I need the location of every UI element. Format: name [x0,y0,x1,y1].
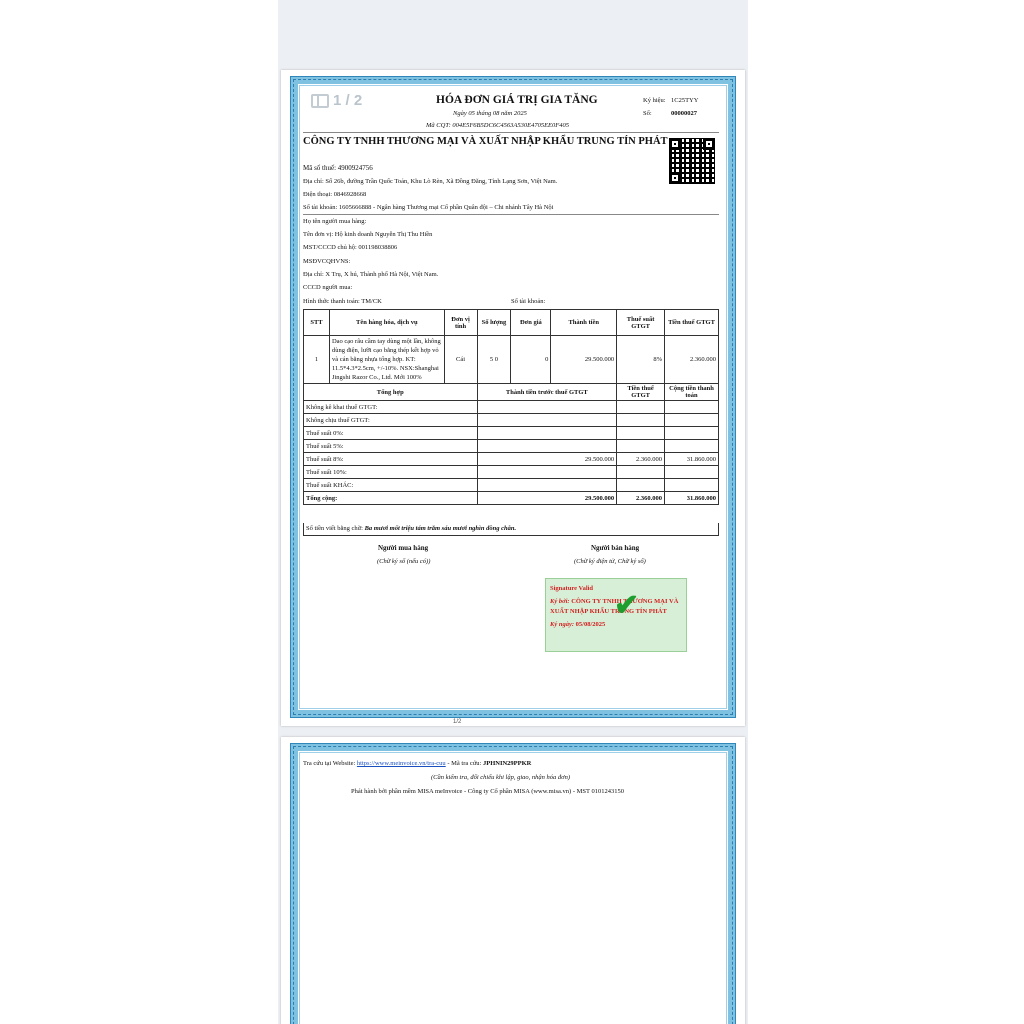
page-icon [311,94,329,108]
table-header-row [304,310,719,336]
invoice-title: HÓA ĐƠN GIÁ TRỊ GIA TĂNG [436,94,598,106]
serial-label: Ký hiệu: [643,97,666,104]
amount-in-words: Số tiền viết bằng chữ: Ba mươi mốt triệu tám trăm sáu mươi nghìn đồng chẵn. [303,523,719,536]
summary-row: Thuế suất KHÁC: [304,479,719,492]
check-icon: ✔ [614,589,640,622]
publisher-note: Phát hành bởi phần mềm MISA meInvoice - Công ty Cổ phần MISA (www.misa.vn) - MST 0101243150 [351,788,624,795]
buyer-name: Họ tên người mua hàng: [303,218,367,225]
decorative-border [291,744,735,1024]
col-header: Đơn giá [511,310,551,336]
number-label: Số: [643,110,652,117]
buyer-cccd: CCCD người mua: [303,284,353,291]
summary-total-row: Tổng cộng: 29.500.000 2.360.000 31.860.000 [304,492,719,505]
col-header: Thuế suất GTGT [617,310,665,336]
item-amount: 29.500.000 [551,336,617,384]
col-header: Đơn vị tính [444,310,477,336]
summary-header: Cộng tiền thanh toán [665,384,719,401]
col-header: Thành tiền [551,310,617,336]
page-indicator: 1 / 2 [311,92,362,109]
seller-address: Địa chỉ: Số 26b, đường Trần Quốc Toản, Khu Lò Rèn, Xã Đồng Đăng, Tỉnh Lạng Sơn, Việt Nam. [303,178,558,185]
verify-note: (Cần kiểm tra, đối chiếu khi lập, giao, nhận hóa đơn) [431,774,571,781]
page-number-footer: 1/2 [453,719,462,725]
item-stt: 1 [304,336,330,384]
digital-signature-stamp: Signature Valid Ký bởi: CÔNG TY TNHH THƯƠNG MẠI VÀ XUẤT NHẬP KHẨU TRUNG TÍN PHÁT Ký ngày: 05/08/2025 ✔ [545,578,687,652]
seller-signature-note: (Chữ ký điện tử, Chữ ký số) [574,558,646,565]
seller-bank: Số tài khoản: 1605666888 - Ngân hàng Thương mại Cổ phần Quân đội – Chi nhánh Tây Hà Nội [303,204,554,211]
summary-header: Tổng hợp [304,384,478,401]
lookup-line: Tra cứu tại Website: https://www.meinvoice.vn/tra-cuu - Mã tra cứu: JPHNIN29PPKR [303,760,532,767]
buyer-address: Địa chỉ: X Trụ, X hú, Thành phố Hà Nội, Việt Nam. [303,271,439,278]
summary-header-row [304,384,719,401]
summary-row: Thuế suất 8%: 29.500.000 2.360.000 31.860.000 [304,453,719,466]
payment-method: Hình thức thanh toán: TM/CK [303,298,382,305]
qr-code [669,138,715,184]
item-unit: Cái [444,336,477,384]
buyer-signature-title: Người mua hàng [378,544,429,552]
issue-date: Ngày 05 tháng 08 năm 2025 [453,110,527,117]
summary-row: Thuế suất 0%: [304,427,719,440]
buyer-unit: Tên đơn vị: Hộ kinh doanh Nguyễn Thị Thu Hiền [303,231,433,238]
table-row [304,336,719,384]
items-table [303,309,719,505]
seller-signature-title: Người bán hàng [591,544,640,552]
summary-row: Không kê khai thuế GTGT: [304,401,719,414]
col-header: Số lượng [477,310,511,336]
serial-value: 1C25TYY [671,97,699,104]
seller-phone: Điện thoại: 0846928668 [303,191,367,198]
item-price: 0 [511,336,551,384]
col-header: Tiền thuế GTGT [665,310,719,336]
divider [303,132,719,133]
summary-row: Thuế suất 10%: [304,466,719,479]
number-value: 00000027 [671,110,697,117]
buyer-msdv: MSĐVCQHVNS: [303,258,351,265]
buyer-signature-note: (Chữ ký số (nếu có)) [377,558,431,565]
item-tax: 2.360.000 [665,336,719,384]
divider [303,214,719,215]
seller-company: CÔNG TY TNHH THƯƠNG MẠI VÀ XUẤT NHẬP KHẨU TRUNG TÍN PHÁT [303,136,668,147]
item-description: Dao cạo râu cầm tay dùng một lần, không dùng điện, lưỡi cạo bằng thép kết hợp vỏ và cán bằng nhựa tổng hợp. KT: 11.5*4.3*2.5cm, +/-10%. NSX:Shanghai Jingshi Razor Co., Ltd. Mới 100% [329,336,444,384]
col-header: Tên hàng hóa, dịch vụ [329,310,444,336]
invoice-page-1 [281,70,745,726]
cqt-code: Mã CQT: 004E5F6B5DC6C4563A530E4705EE0F405 [426,122,569,129]
lookup-code: JPHNIN29PPKR [482,760,532,767]
col-header: STT [304,310,330,336]
summary-header: Tiền thuế GTGT [617,384,665,401]
lookup-link[interactable]: https://www.meinvoice.vn/tra-cuu [356,760,446,767]
invoice-page-2 [281,737,745,1024]
buyer-account: Số tài khoản: [511,298,546,305]
item-qty: 5 0 [477,336,511,384]
summary-row: Không chịu thuế GTGT: [304,414,719,427]
item-rate: 8% [617,336,665,384]
seller-tax-code: Mã số thuế: 4900924756 [303,164,373,172]
summary-header: Thành tiền trước thuế GTGT [477,384,617,401]
buyer-id: MST/CCCD chủ hộ: 001198038806 [303,244,398,251]
summary-row: Thuế suất 5%: [304,440,719,453]
